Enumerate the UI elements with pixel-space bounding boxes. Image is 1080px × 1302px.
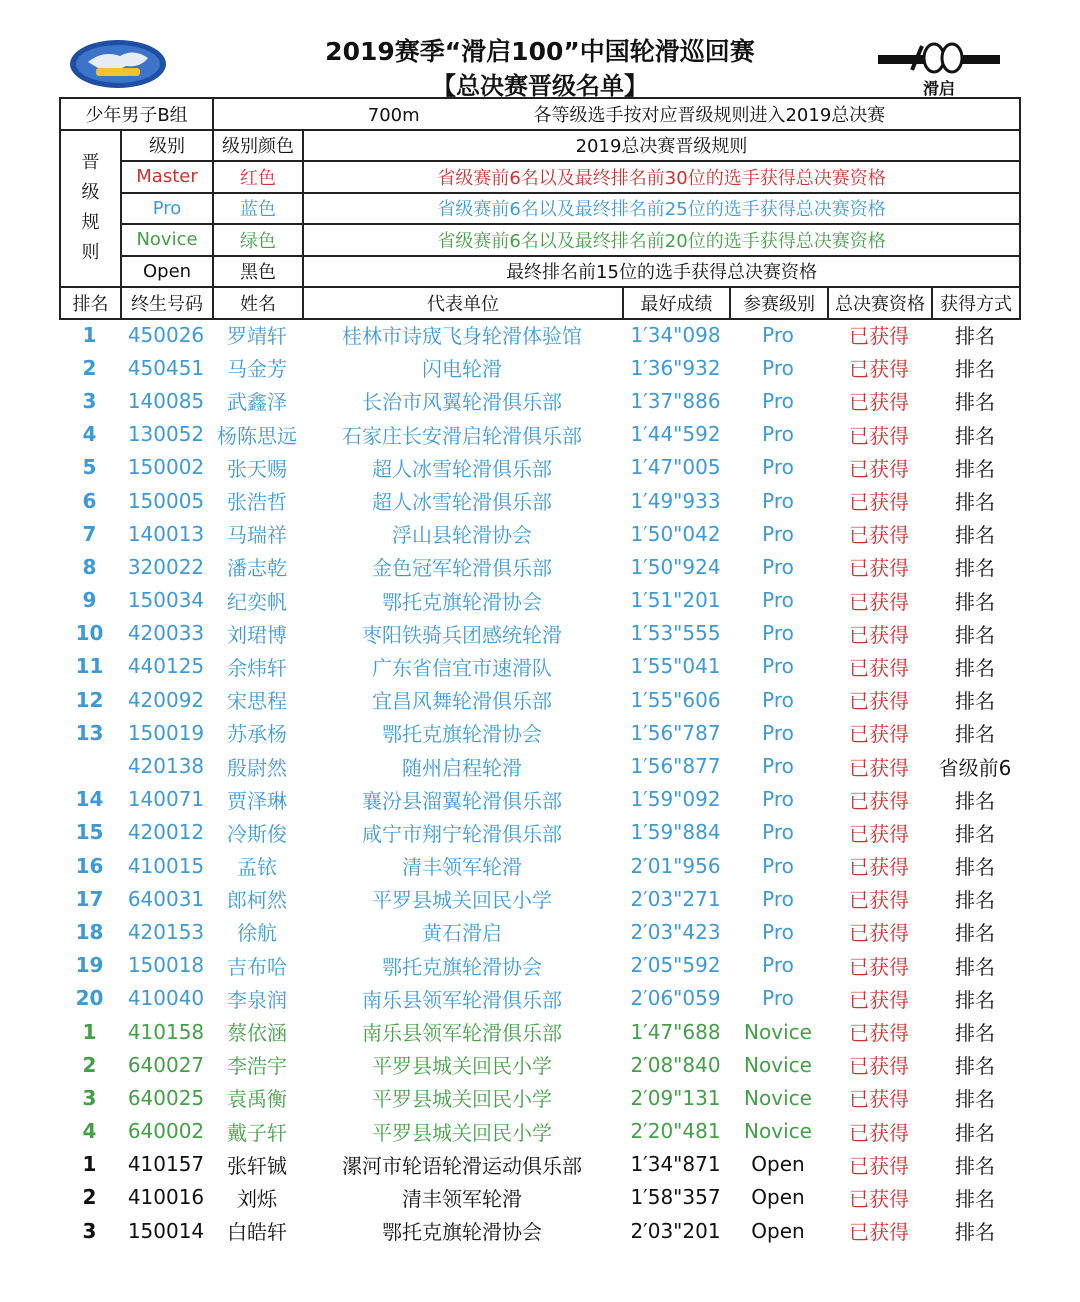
row-unit: 平罗县城关回民小学 — [372, 1120, 552, 1145]
rule-level: Pro — [121, 193, 213, 225]
row-unit: 鄂托克旗轮滑协会 — [382, 954, 542, 979]
row-number: 150019 — [127, 720, 205, 745]
row-method: 排名 — [955, 456, 995, 481]
table-row — [59, 1048, 1019, 1081]
row-best-time: 1′55"606 — [630, 687, 721, 712]
row-rank: 5 — [82, 455, 97, 480]
row-name: 李泉润 — [227, 987, 287, 1012]
row-unit: 鄂托克旗轮滑协会 — [382, 1220, 542, 1245]
table-row — [59, 550, 1019, 583]
table-row — [59, 584, 1019, 617]
row-level: Pro — [762, 621, 794, 646]
row-best-time: 1′56"877 — [630, 754, 721, 779]
row-unit: 随州启程轮滑 — [402, 755, 522, 780]
table-row — [59, 982, 1019, 1015]
row-level: Pro — [762, 521, 794, 546]
row-qualification: 已获得 — [849, 987, 909, 1012]
row-name: 蔡依涵 — [227, 1021, 287, 1046]
table-row — [59, 1148, 1019, 1181]
table-row — [59, 783, 1019, 816]
row-rank: 3 — [82, 1218, 97, 1243]
rules-col-color: 级别颜色 — [213, 130, 303, 162]
row-level: Pro — [762, 919, 794, 944]
row-name: 马金芳 — [227, 357, 287, 382]
row-best-time: 1′59"884 — [630, 820, 721, 845]
row-best-time: 1′34"098 — [630, 322, 721, 347]
row-qualification: 已获得 — [849, 1186, 909, 1211]
row-unit: 南乐县领军轮滑俱乐部 — [362, 987, 562, 1012]
row-rank: 17 — [75, 886, 104, 911]
row-unit: 襄汾县溜翼轮滑俱乐部 — [362, 788, 562, 813]
row-unit: 黄石滑启 — [422, 921, 502, 946]
row-number: 150034 — [127, 588, 205, 613]
row-level: Pro — [762, 687, 794, 712]
row-name: 孟铱 — [237, 855, 277, 880]
row-level: Pro — [762, 986, 794, 1011]
row-best-time: 1′37"886 — [630, 388, 721, 413]
col-header-name: 姓名 — [213, 287, 303, 319]
group-name: 少年男子B组 — [60, 98, 213, 130]
row-best-time: 1′56"787 — [630, 720, 721, 745]
col-header-rank: 排名 — [60, 287, 121, 319]
row-best-time: 2′03"201 — [630, 1218, 721, 1243]
row-unit: 南乐县领军轮滑俱乐部 — [362, 1021, 562, 1046]
row-level: Novice — [744, 1052, 812, 1077]
row-unit: 桂林市诗宬飞身轮滑体验馆 — [342, 324, 582, 349]
row-rank: 8 — [82, 554, 97, 579]
row-number: 150002 — [127, 455, 205, 480]
row-name: 潘志乾 — [227, 556, 287, 581]
results-list — [59, 318, 1019, 1247]
row-qualification: 已获得 — [849, 722, 909, 747]
row-best-time: 1′50"924 — [630, 554, 721, 579]
row-name: 张轩铖 — [227, 1153, 287, 1178]
row-name: 余炜轩 — [227, 655, 287, 680]
table-row — [59, 949, 1019, 982]
row-method: 排名 — [955, 589, 995, 614]
rules-col-level: 级别 — [121, 130, 213, 162]
row-name: 武鑫泽 — [227, 390, 287, 415]
page-title: 2019赛季“滑启100”中国轮滑巡回赛 — [325, 37, 755, 66]
row-name: 吉布哈 — [227, 954, 287, 979]
row-number: 140085 — [127, 388, 205, 413]
row-method: 排名 — [955, 1153, 995, 1178]
row-level: Pro — [762, 886, 794, 911]
row-name: 罗靖轩 — [227, 324, 287, 349]
association-logo-icon — [68, 38, 168, 90]
col-header-unit: 代表单位 — [303, 287, 623, 319]
row-number: 640027 — [127, 1052, 205, 1077]
row-number: 640031 — [127, 886, 205, 911]
row-method: 排名 — [955, 788, 995, 813]
row-name: 白皓轩 — [227, 1220, 287, 1245]
row-qualification: 已获得 — [849, 456, 909, 481]
row-number: 410016 — [127, 1185, 205, 1210]
row-name: 徐航 — [237, 921, 277, 946]
row-method: 省级前6 — [938, 755, 1012, 780]
row-rank: 9 — [82, 588, 97, 613]
row-qualification: 已获得 — [849, 788, 909, 813]
row-best-time: 1′59"092 — [630, 787, 721, 812]
row-number: 410158 — [127, 1019, 205, 1044]
row-number: 640025 — [127, 1085, 205, 1110]
row-number: 420033 — [127, 621, 205, 646]
row-rank: 3 — [82, 388, 97, 413]
row-number: 150005 — [127, 488, 205, 513]
row-level: Pro — [762, 322, 794, 347]
rule-level: Novice — [121, 224, 213, 256]
row-best-time: 1′49"933 — [630, 488, 721, 513]
row-level: Pro — [762, 654, 794, 679]
group-info — [213, 98, 1020, 130]
row-number: 450451 — [127, 355, 205, 380]
row-rank: 2 — [82, 1052, 97, 1077]
row-qualification: 已获得 — [849, 1220, 909, 1245]
row-method: 排名 — [955, 556, 995, 581]
row-level: Open — [751, 1152, 805, 1177]
rule-color: 蓝色 — [213, 193, 303, 225]
row-unit: 平罗县城关回民小学 — [372, 1054, 552, 1079]
table-row — [59, 915, 1019, 948]
row-unit: 清丰领军轮滑 — [402, 1186, 522, 1211]
row-number: 420138 — [127, 754, 205, 779]
row-unit: 超人冰雪轮滑俱乐部 — [372, 456, 552, 481]
brand-logo-icon — [878, 42, 1000, 76]
rule-level: Master — [121, 161, 213, 193]
row-name: 纪奕帆 — [227, 589, 287, 614]
row-level: Pro — [762, 754, 794, 779]
row-best-time: 2′20"481 — [630, 1119, 721, 1144]
row-name: 张浩哲 — [227, 490, 287, 515]
row-method: 排名 — [955, 1120, 995, 1145]
row-qualification: 已获得 — [849, 855, 909, 880]
rules-side-label: 晋 级 规 则 — [60, 130, 121, 288]
row-level: Pro — [762, 422, 794, 447]
table-row — [59, 1214, 1019, 1247]
row-method: 排名 — [955, 1220, 995, 1245]
table-row — [59, 484, 1019, 517]
row-method: 排名 — [955, 523, 995, 548]
row-name: 杨陈思远 — [217, 423, 297, 448]
row-level: Pro — [762, 953, 794, 978]
row-method: 排名 — [955, 821, 995, 846]
row-rank: 4 — [82, 422, 97, 447]
row-unit: 咸宁市翔宁轮滑俱乐部 — [362, 821, 562, 846]
row-unit: 广东省信宜市速滑队 — [372, 655, 552, 680]
row-method: 排名 — [955, 921, 995, 946]
row-qualification: 已获得 — [849, 357, 909, 382]
row-rank: 3 — [82, 1085, 97, 1110]
row-level: Novice — [744, 1119, 812, 1144]
rule-text: 最终排名前15位的选手获得总决赛资格 — [303, 256, 1020, 288]
row-method: 排名 — [955, 689, 995, 714]
row-method: 排名 — [955, 490, 995, 515]
row-rank: 20 — [75, 986, 104, 1011]
row-unit: 金色冠军轮滑俱乐部 — [372, 556, 552, 581]
table-row — [59, 1081, 1019, 1114]
row-best-time: 2′09"131 — [630, 1085, 721, 1110]
row-number: 140071 — [127, 787, 205, 812]
row-rank: 13 — [75, 720, 104, 745]
rule-row-pro — [60, 193, 1020, 225]
brand-logo — [878, 42, 1000, 98]
row-unit: 超人冰雪轮滑俱乐部 — [372, 490, 552, 515]
col-header-method: 获得方式 — [932, 287, 1020, 319]
row-rank: 6 — [82, 488, 97, 513]
row-name: 刘烁 — [237, 1186, 277, 1211]
row-number: 440125 — [127, 654, 205, 679]
row-rank: 1 — [82, 1019, 97, 1044]
row-qualification: 已获得 — [849, 324, 909, 349]
rule-color: 绿色 — [213, 224, 303, 256]
row-number: 420153 — [127, 919, 205, 944]
row-best-time: 1′47"688 — [630, 1019, 721, 1044]
table-row — [59, 1115, 1019, 1148]
row-best-time: 2′06"059 — [630, 986, 721, 1011]
row-qualification: 已获得 — [849, 423, 909, 448]
rule-row-open — [60, 256, 1020, 288]
row-rank: 19 — [75, 953, 104, 978]
row-unit: 闪电轮滑 — [422, 357, 502, 382]
col-header-level: 参赛级别 — [730, 287, 828, 319]
row-level: Novice — [744, 1085, 812, 1110]
row-qualification: 已获得 — [849, 1087, 909, 1112]
row-qualification: 已获得 — [849, 689, 909, 714]
rule-color: 黑色 — [213, 256, 303, 288]
rule-row-novice — [60, 224, 1020, 256]
row-method: 排名 — [955, 655, 995, 680]
table-row — [59, 617, 1019, 650]
row-method: 排名 — [955, 1054, 995, 1079]
row-number: 150014 — [127, 1218, 205, 1243]
table-row — [59, 1181, 1019, 1214]
row-qualification: 已获得 — [849, 490, 909, 515]
row-name: 马瑞祥 — [227, 523, 287, 548]
row-qualification: 已获得 — [849, 1153, 909, 1178]
row-qualification: 已获得 — [849, 390, 909, 415]
row-name: 张天赐 — [227, 456, 287, 481]
row-best-time: 1′47"005 — [630, 455, 721, 480]
row-name: 戴子轩 — [227, 1120, 287, 1145]
row-level: Pro — [762, 554, 794, 579]
row-rank: 10 — [75, 621, 104, 646]
row-name: 贾泽琳 — [227, 788, 287, 813]
row-number: 420092 — [127, 687, 205, 712]
page-header — [0, 0, 1080, 98]
row-number: 150018 — [127, 953, 205, 978]
row-number: 410157 — [127, 1152, 205, 1177]
row-rank: 1 — [82, 1152, 97, 1177]
row-rank: 14 — [75, 787, 104, 812]
row-number: 410040 — [127, 986, 205, 1011]
row-name: 刘珺博 — [227, 622, 287, 647]
row-unit: 宜昌风舞轮滑俱乐部 — [372, 689, 552, 714]
row-number: 450026 — [127, 322, 205, 347]
row-best-time: 2′01"956 — [630, 853, 721, 878]
row-unit: 长治市风翼轮滑俱乐部 — [362, 390, 562, 415]
row-level: Pro — [762, 455, 794, 480]
row-qualification: 已获得 — [849, 1021, 909, 1046]
row-name: 殷尉然 — [227, 755, 287, 780]
row-level: Pro — [762, 588, 794, 613]
row-best-time: 1′36"932 — [630, 355, 721, 380]
row-best-time: 2′03"271 — [630, 886, 721, 911]
group-distance: 700m — [367, 104, 420, 126]
row-best-time: 1′58"357 — [630, 1185, 721, 1210]
row-qualification: 已获得 — [849, 821, 909, 846]
row-unit: 漯河市轮语轮滑运动俱乐部 — [342, 1153, 582, 1178]
row-best-time: 1′55"041 — [630, 654, 721, 679]
table-row — [59, 650, 1019, 683]
row-best-time: 1′51"201 — [630, 588, 721, 613]
rule-text: 省级赛前6名以及最终排名前20位的选手获得总决赛资格 — [303, 224, 1020, 256]
row-unit: 清丰领军轮滑 — [402, 855, 522, 880]
row-qualification: 已获得 — [849, 1120, 909, 1145]
row-method: 排名 — [955, 357, 995, 382]
row-best-time: 1′44"592 — [630, 422, 721, 447]
rule-text: 省级赛前6名以及最终排名前30位的选手获得总决赛资格 — [303, 161, 1020, 193]
row-number: 320022 — [127, 554, 205, 579]
row-method: 排名 — [955, 722, 995, 747]
row-level: Novice — [744, 1019, 812, 1044]
row-best-time: 1′34"871 — [630, 1152, 721, 1177]
row-method: 排名 — [955, 855, 995, 880]
row-qualification: 已获得 — [849, 921, 909, 946]
table-row — [59, 716, 1019, 749]
row-method: 排名 — [955, 390, 995, 415]
row-unit: 石家庄长安滑启轮滑俱乐部 — [342, 423, 582, 448]
row-qualification: 已获得 — [849, 888, 909, 913]
row-unit: 平罗县城关回民小学 — [372, 1087, 552, 1112]
row-name: 李浩宇 — [227, 1054, 287, 1079]
table-row — [59, 517, 1019, 550]
row-qualification: 已获得 — [849, 655, 909, 680]
table-row — [59, 451, 1019, 484]
row-level: Open — [751, 1218, 805, 1243]
page-subtitle: 【总决赛晋级名单】 — [432, 72, 648, 100]
row-qualification: 已获得 — [849, 755, 909, 780]
row-number: 420012 — [127, 820, 205, 845]
row-rank: 12 — [75, 687, 104, 712]
row-best-time: 1′50"042 — [630, 521, 721, 546]
row-qualification: 已获得 — [849, 556, 909, 581]
row-level: Open — [751, 1185, 805, 1210]
row-method: 排名 — [955, 888, 995, 913]
table-row — [59, 849, 1019, 882]
row-best-time: 2′05"592 — [630, 953, 721, 978]
row-name: 郎柯然 — [227, 888, 287, 913]
rules-table — [59, 97, 1021, 320]
row-level: Pro — [762, 787, 794, 812]
col-header-qualification: 总决赛资格 — [828, 287, 932, 319]
row-method: 排名 — [955, 622, 995, 647]
row-method: 排名 — [955, 1186, 995, 1211]
row-level: Pro — [762, 355, 794, 380]
row-qualification: 已获得 — [849, 954, 909, 979]
col-header-best-time: 最好成绩 — [623, 287, 730, 319]
row-number: 640002 — [127, 1119, 205, 1144]
row-name: 宋思程 — [227, 689, 287, 714]
brand-logo-text: 滑启 — [922, 79, 955, 98]
table-row — [59, 816, 1019, 849]
row-unit: 平罗县城关回民小学 — [372, 888, 552, 913]
row-number: 410015 — [127, 853, 205, 878]
row-rank: 2 — [82, 355, 97, 380]
rule-level: Open — [121, 256, 213, 288]
row-level: Pro — [762, 820, 794, 845]
row-rank: 11 — [75, 654, 104, 679]
table-row — [59, 683, 1019, 716]
table-row — [59, 749, 1019, 782]
rules-col-rule: 2019总决赛晋级规则 — [303, 130, 1020, 162]
row-number: 130052 — [127, 422, 205, 447]
row-unit: 浮山县轮滑协会 — [392, 523, 532, 548]
row-qualification: 已获得 — [849, 622, 909, 647]
row-rank: 16 — [75, 853, 104, 878]
row-method: 排名 — [955, 987, 995, 1012]
row-unit: 枣阳铁骑兵团感统轮滑 — [362, 622, 562, 647]
row-best-time: 2′03"423 — [630, 919, 721, 944]
row-name: 苏承杨 — [227, 722, 287, 747]
row-level: Pro — [762, 853, 794, 878]
row-level: Pro — [762, 720, 794, 745]
row-method: 排名 — [955, 423, 995, 448]
row-qualification: 已获得 — [849, 589, 909, 614]
row-rank: 15 — [75, 820, 104, 845]
rule-color: 红色 — [213, 161, 303, 193]
row-method: 排名 — [955, 1087, 995, 1112]
row-best-time: 2′08"840 — [630, 1052, 721, 1077]
row-rank: 1 — [82, 322, 97, 347]
table-row — [59, 1015, 1019, 1048]
row-name: 冷斯俊 — [227, 821, 287, 846]
row-qualification: 已获得 — [849, 523, 909, 548]
table-row — [59, 351, 1019, 384]
row-best-time: 1′53"555 — [630, 621, 721, 646]
results-header-row — [60, 287, 1020, 319]
col-header-number: 终生号码 — [121, 287, 213, 319]
row-method: 排名 — [955, 324, 995, 349]
row-qualification: 已获得 — [849, 1054, 909, 1079]
table-row — [59, 418, 1019, 451]
row-unit: 鄂托克旗轮滑协会 — [382, 589, 542, 614]
group-note: 各等级选手按对应晋级规则进入2019总决赛 — [533, 104, 886, 126]
row-level: Pro — [762, 388, 794, 413]
rule-text: 省级赛前6名以及最终排名前25位的选手获得总决赛资格 — [303, 193, 1020, 225]
row-number: 140013 — [127, 521, 205, 546]
row-rank: 7 — [82, 521, 97, 546]
row-unit: 鄂托克旗轮滑协会 — [382, 722, 542, 747]
row-method: 排名 — [955, 1021, 995, 1046]
row-rank: 2 — [82, 1185, 97, 1210]
row-level: Pro — [762, 488, 794, 513]
row-rank: 18 — [75, 919, 104, 944]
table-row — [59, 384, 1019, 417]
row-method: 排名 — [955, 954, 995, 979]
row-rank: 4 — [82, 1119, 97, 1144]
rule-row-master — [60, 161, 1020, 193]
table-row — [59, 318, 1019, 351]
table-row — [59, 882, 1019, 915]
row-name: 袁禹衡 — [227, 1087, 287, 1112]
